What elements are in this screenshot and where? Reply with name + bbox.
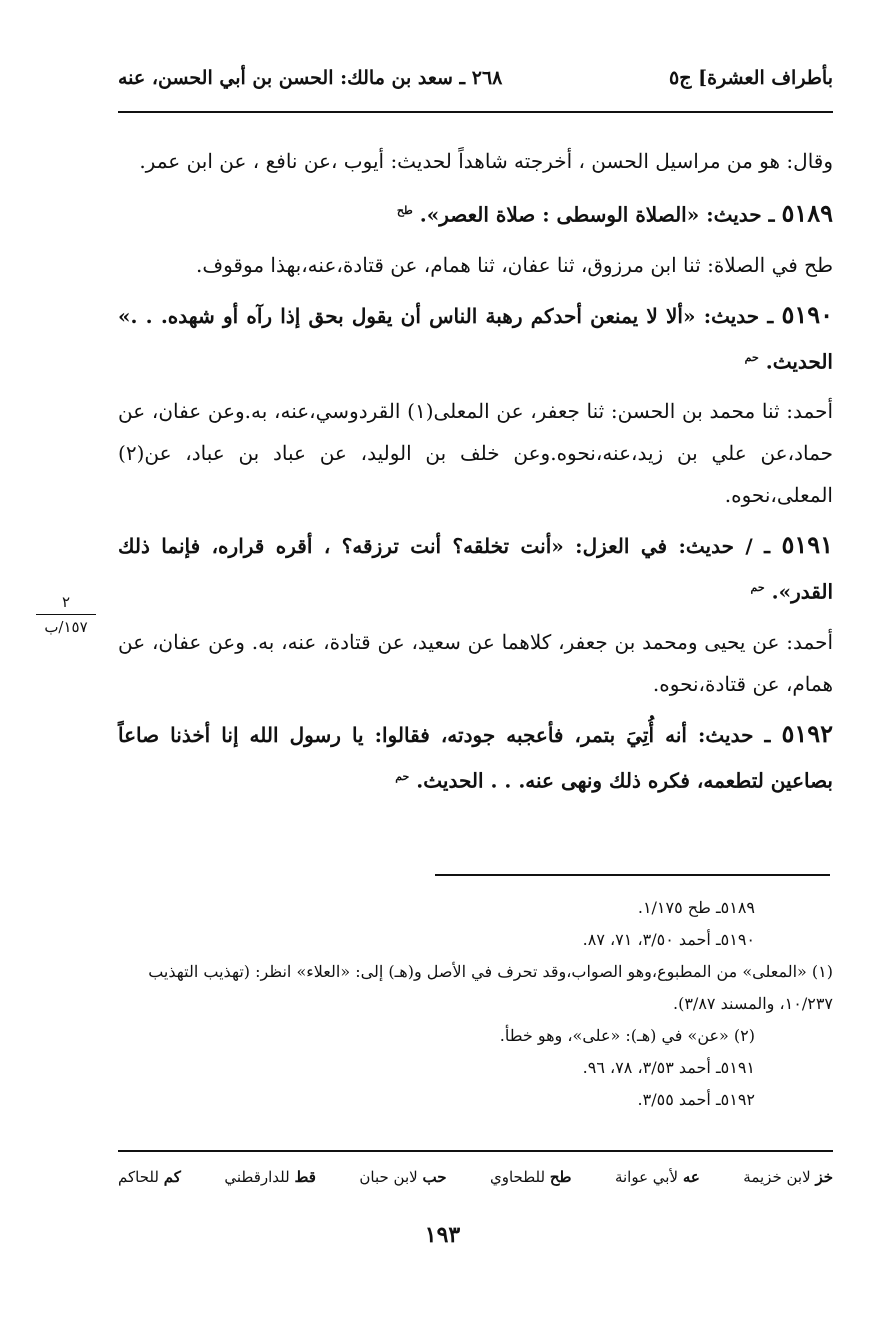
hadith-text: ـ حديث: «ألا لا يمنعن أحدكم رهبة الناس أن يقول بحق إذا رآه أو شهده. . .» الحديث. (118, 303, 833, 374)
source-symbol: حم (395, 769, 410, 783)
abbreviations-divider (118, 1150, 833, 1152)
abbrev-item: كم للحاكم (118, 1168, 181, 1186)
hadith-number: ٥١٩٢ (781, 718, 833, 748)
footnote-line: (٢) «عن» في (هـ): «على»، وهو خطأ. (499, 1026, 755, 1045)
hadith-5189-source: طح في الصلاة: ثنا ابن مرزوق، ثنا عفان، ثنا همام، عن قتادة،عنه،بهذا موقوف. (196, 252, 833, 277)
footnote-divider (435, 874, 830, 876)
main-text (118, 140, 833, 810)
source-symbol: حم (750, 581, 765, 595)
abbreviation-key (118, 1168, 833, 1186)
footnote-line: (١) «المعلى» من المطبوع،وهو الصواب،وقد تحرف في الأصل و(هـ) إلى: «العلاء» انظر: (تهذيب التهذيب ١٠/٢٣٧، والمسند ٣/٨٧). (148, 962, 833, 1013)
abbrev-item: خز لابن خزيمة (743, 1168, 833, 1186)
footnote-line: ٥١٩٢ـ أحمد ٣/٥٥. (637, 1090, 755, 1109)
footnotes (108, 892, 833, 1116)
page-number: ١٩٣ (424, 1222, 461, 1248)
header-divider (118, 111, 833, 113)
hadith-5191-source: أحمد: عن يحيى ومحمد بن جعفر، كلاهما عن سعيد، عن قتادة، عنه، به. وعن عفان، عن همام، عن قتادة،نحوه. (118, 629, 833, 696)
folio-top: ٢ (61, 593, 71, 611)
hadith-5190 (118, 294, 833, 383)
hadith-5192 (118, 713, 833, 802)
source-symbol: طح (396, 204, 413, 217)
header-section: ٢٦٨ ـ سعد بن مالك: الحسن بن أبي الحسن، عنه (118, 67, 503, 89)
paragraph-intro: وقال: هو من مراسيل الحسن ، أخرجته شاهداً لحديث: أيوب ،عن نافع ، عن ابن عمر. (139, 149, 833, 173)
hadith-5189 (118, 190, 833, 236)
hadith-text: ـ حديث: أنه أُتِيَ بتمر، فأعجبه جودته، فقالوا: يا رسول الله إنا أخذنا صاعاً بصاعين لتطعمه، فكره ذلك ونهى عنه. . . الحديث. (118, 722, 833, 793)
footnote-line: ٥١٩١ـ أحمد ٣/٥٣، ٧٨، ٩٦. (582, 1058, 755, 1077)
hadith-text: ـ حديث: «الصلاة الوسطى : صلاة العصر». (419, 202, 775, 227)
hadith-number: ٥١٩٠ (781, 299, 833, 329)
folio-divider (36, 614, 96, 615)
hadith-5191 (118, 524, 833, 613)
abbrev-item: قط للدارقطني (224, 1168, 316, 1186)
source-symbol: حم (744, 350, 759, 364)
hadith-5190-source: أحمد: ثنا محمد بن الحسن: ثنا جعفر، عن المعلى(١) القردوسي،عنه، به.وعن عفان، عن حماد،عن علي بن زيد،عنه،نحوه.وعن خلف بن الوليد، عن عباد بن عباد، عن(٢) المعلى،نحوه. (118, 399, 833, 508)
footnote-line: ٥١٨٩ـ طح ١/١٧٥. (637, 898, 755, 917)
folio-bottom: ١٥٧/ب (44, 618, 88, 636)
hadith-number: ٥١٩١ (781, 530, 833, 560)
hadith-text: ـ / حديث: في العزل: «أنت تخلقه؟ أنت ترزقه؟ ، أقره قراره، فإنما ذلك القدر». (118, 534, 833, 604)
abbrev-item: عه لأبي عوانة (614, 1168, 700, 1186)
header-volume: بأطراف العشرة] ج٥ (669, 67, 833, 89)
running-header (118, 58, 833, 98)
abbrev-item: طح للطحاوي (489, 1168, 572, 1186)
hadith-number: ٥١٨٩ (781, 198, 833, 228)
manuscript-folio-note (28, 592, 104, 637)
abbrev-item: حب لابن حبان (359, 1168, 447, 1186)
footnote-line: ٥١٩٠ـ أحمد ٣/٥٠، ٧١، ٨٧. (582, 930, 755, 949)
